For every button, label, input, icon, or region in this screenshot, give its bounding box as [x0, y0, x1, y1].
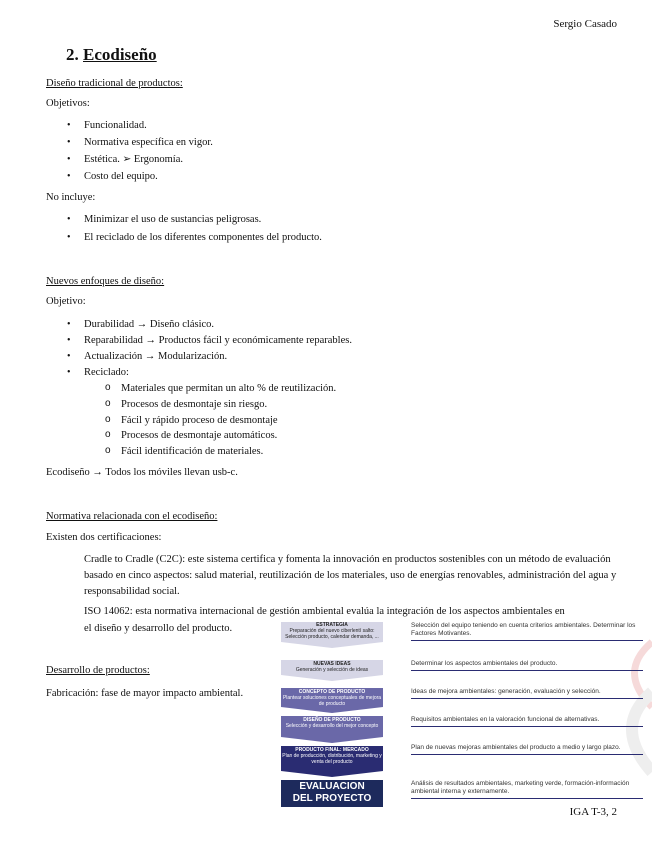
diagram-desc: Ideas de mejora ambientales: generación, evaluación y selección.	[411, 688, 643, 699]
list-item: • Reciclado:	[84, 366, 129, 379]
list-item: • Reparabilidad → Productos fácil y económicamente reparables.	[84, 334, 352, 347]
list-item: • Minimizar el uso de sustancias peligrosas.	[84, 213, 261, 226]
diagram-step-strategy	[281, 622, 383, 642]
section-number: 2.	[66, 45, 79, 64]
regulation-heading: Normativa relacionada con el ecodiseño:	[46, 511, 218, 522]
diagram-step-evaluation	[281, 780, 383, 807]
page-number: IGA T-3, 2	[569, 806, 617, 818]
step-title: DISEÑO DE PRODUCTO	[303, 717, 361, 723]
down-arrow-icon	[281, 737, 383, 743]
step-title: NUEVAS IDEAS	[313, 661, 351, 667]
new-approach-heading: Nuevos enfoques de diseño:	[46, 276, 165, 287]
step-body: Generación y selección de ideas	[295, 667, 369, 673]
step-body: Selección y desarrollo del mejor concepto	[285, 723, 379, 729]
diagram-step-market	[281, 746, 383, 771]
step-title: PRODUCTO FINAL: MERCADO	[295, 747, 369, 753]
down-arrow-icon	[281, 642, 383, 648]
step-title: EVALUACION DEL PROYECTO	[292, 781, 372, 804]
objective-label: Objetivo:	[46, 296, 86, 307]
list-item: • El reciclado de los diferentes componentes del producto.	[84, 231, 322, 244]
iso-line-1: ISO 14062: esta normativa internacional de gestión ambiental evalúa la integración de los aspectos ambientales en	[84, 606, 565, 617]
diagram-step-ideas	[281, 660, 383, 675]
diagram-desc: Requisitos ambientales en la valoración funcional de alternativas.	[411, 716, 643, 727]
down-arrow-icon	[281, 771, 383, 777]
down-arrow-icon	[281, 707, 383, 713]
list-item: • Costo del equipo.	[84, 170, 158, 183]
author-name: Sergio Casado	[553, 18, 617, 30]
diagram-desc: Determinar los aspectos ambientales del producto.	[411, 660, 643, 671]
list-item: • Estética. ➢ Ergonomía.	[84, 153, 183, 166]
diagram-step-design	[281, 716, 383, 737]
sub-list-item: o Fácil identificación de materiales.	[121, 445, 263, 458]
section-title: Ecodiseño	[83, 45, 157, 64]
step-body: Plantear soluciones conceptuales de mejora de producto	[282, 695, 382, 707]
excludes-label: No incluye:	[46, 192, 96, 203]
fabrication-text: Fabricación: fase de mayor impacto ambiental.	[46, 688, 244, 699]
diagram-desc: Plan de nuevas mejoras ambientales del producto a medio y largo plazo.	[411, 744, 643, 755]
list-item: • Funcionalidad.	[84, 119, 147, 132]
traditional-heading: Diseño tradicional de productos:	[46, 78, 183, 89]
ecodesign-note: Ecodiseño → Todos los móviles llevan usb-c.	[46, 467, 238, 478]
step-body: Preparación del nuevo ciberlentí salto: Selección producto, calendar demanda, ...	[285, 628, 379, 640]
sub-list-item: o Procesos de desmontaje sin riesgo.	[121, 398, 267, 411]
diagram-desc: Selección del equipo teniendo en cuenta criterios ambientales. Determinar los Factores Motivantes.	[411, 622, 643, 641]
sub-list-item: o Procesos de desmontaje automáticos.	[121, 429, 277, 442]
regulation-intro: Existen dos certificaciones:	[46, 532, 162, 543]
objectives-label: Objetivos:	[46, 98, 90, 109]
diagram-desc: Análisis de resultados ambientales, marketing verde, formación-información ambiental interna y externamente.	[411, 780, 643, 799]
development-heading: Desarrollo de productos:	[46, 665, 150, 676]
c2c-paragraph: Cradle to Cradle (C2C): este sistema certifica y fomenta la innovación en productos sostenibles con un método de evaluación basado en cinco aspectos: salud material, reutilización de los materiales, uso de energías renovables, administración del agua y responsabilidad social.	[84, 554, 617, 597]
iso-line-2: el diseño y desarrollo del producto.	[84, 623, 233, 634]
ecodesign-process-diagram	[281, 620, 646, 806]
down-arrow-icon	[281, 675, 383, 681]
list-item: • Normativa específica en vigor.	[84, 136, 213, 149]
section-heading	[66, 45, 157, 65]
step-title: CONCEPTO DE PRODUCTO	[298, 689, 366, 695]
sub-list-item: o Materiales que permitan un alto % de reutilización.	[121, 382, 336, 395]
diagram-step-concept	[281, 688, 383, 707]
list-item: • Actualización → Modularización.	[84, 350, 227, 363]
step-body: Plan de producción, distribución, marketing y venta del producto	[282, 753, 382, 765]
step-title: ESTRATEGIA	[316, 622, 348, 628]
sub-list-item: o Fácil y rápido proceso de desmontaje	[121, 414, 278, 427]
list-item: • Durabilidad → Diseño clásico.	[84, 318, 214, 331]
